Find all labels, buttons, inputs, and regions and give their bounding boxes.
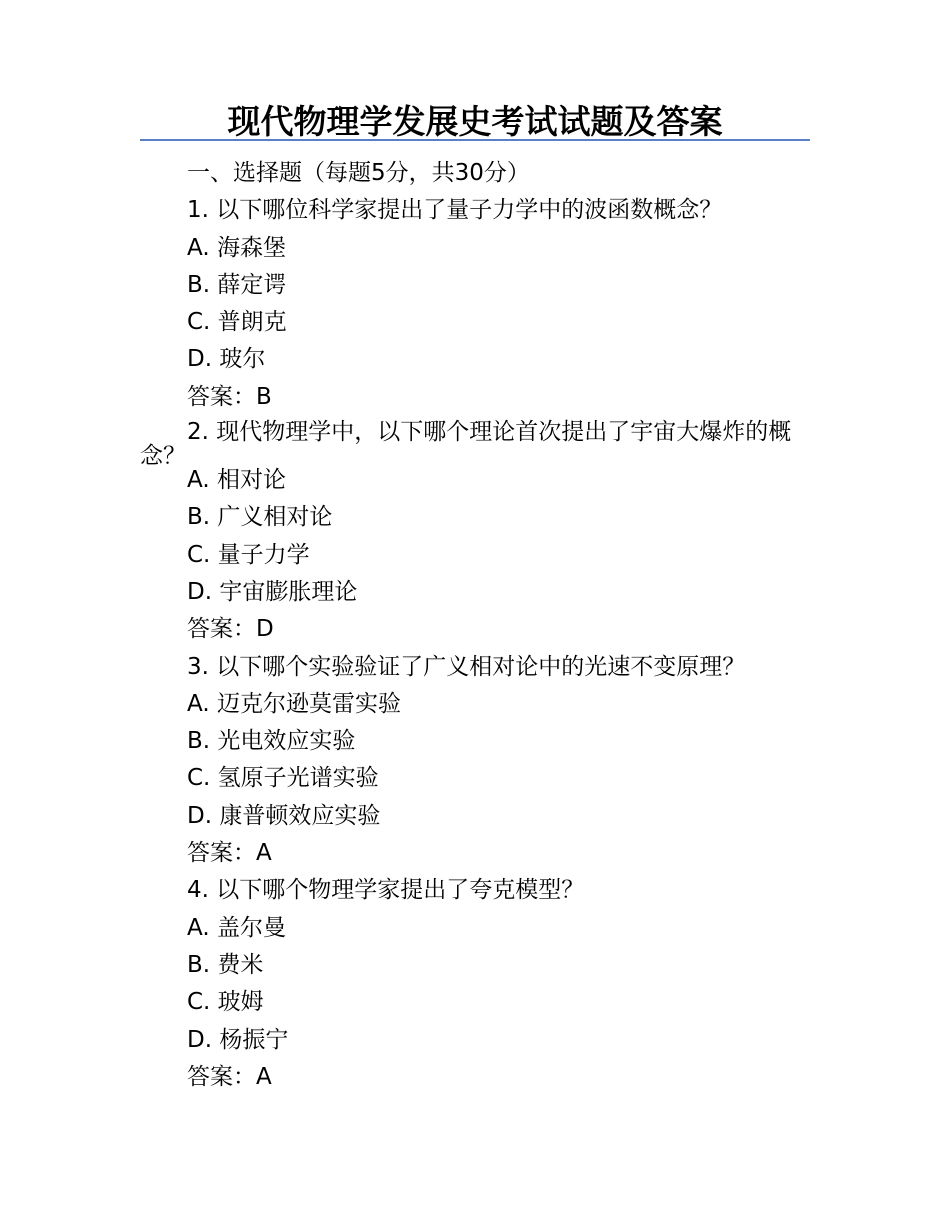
question-text: 1. 以下哪位科学家提出了量子力学中的波函数概念？ (187, 197, 723, 224)
option: B. 光电效应实验 (187, 728, 356, 755)
option: C. 量子力学 (187, 541, 310, 568)
option: C. 普朗克 (187, 309, 287, 336)
question-text: 3. 以下哪个实验验证了广义相对论中的光速不变原理？ (187, 653, 746, 680)
option: B. 薛定谔 (187, 271, 287, 298)
option: A. 迈克尔逊莫雷实验 (187, 690, 401, 717)
title-underline (140, 139, 810, 141)
section-heading: 一、选择题（每题5分，共30分） (187, 160, 530, 186)
answer: 答案：D (187, 616, 274, 643)
question-text: 4. 以下哪个物理学家提出了夸克模型？ (187, 877, 585, 904)
option: B. 广义相对论 (187, 504, 333, 531)
answer: 答案：A (187, 1063, 272, 1090)
document-body (140, 155, 810, 1096)
option: D. 康普顿效应实验 (187, 802, 381, 829)
answer: 答案：A (187, 840, 272, 867)
option: B. 费米 (187, 951, 264, 978)
answer: 答案：B (187, 383, 272, 410)
question-text: 2. 现代物理学中，以下哪个理论首次提出了宇宙大爆炸的概念？ (140, 419, 792, 470)
option: D. 宇宙膨胀理论 (187, 578, 358, 605)
option: A. 相对论 (187, 467, 286, 494)
page-title: 现代物理学发展史考试试题及答案 (227, 102, 723, 141)
option: C. 氢原子光谱实验 (187, 765, 379, 792)
option: A. 盖尔曼 (187, 914, 286, 941)
option: C. 玻姆 (187, 989, 264, 1016)
option: D. 杨振宁 (187, 1026, 289, 1053)
option: D. 玻尔 (187, 346, 266, 373)
option: A. 海森堡 (187, 234, 286, 261)
